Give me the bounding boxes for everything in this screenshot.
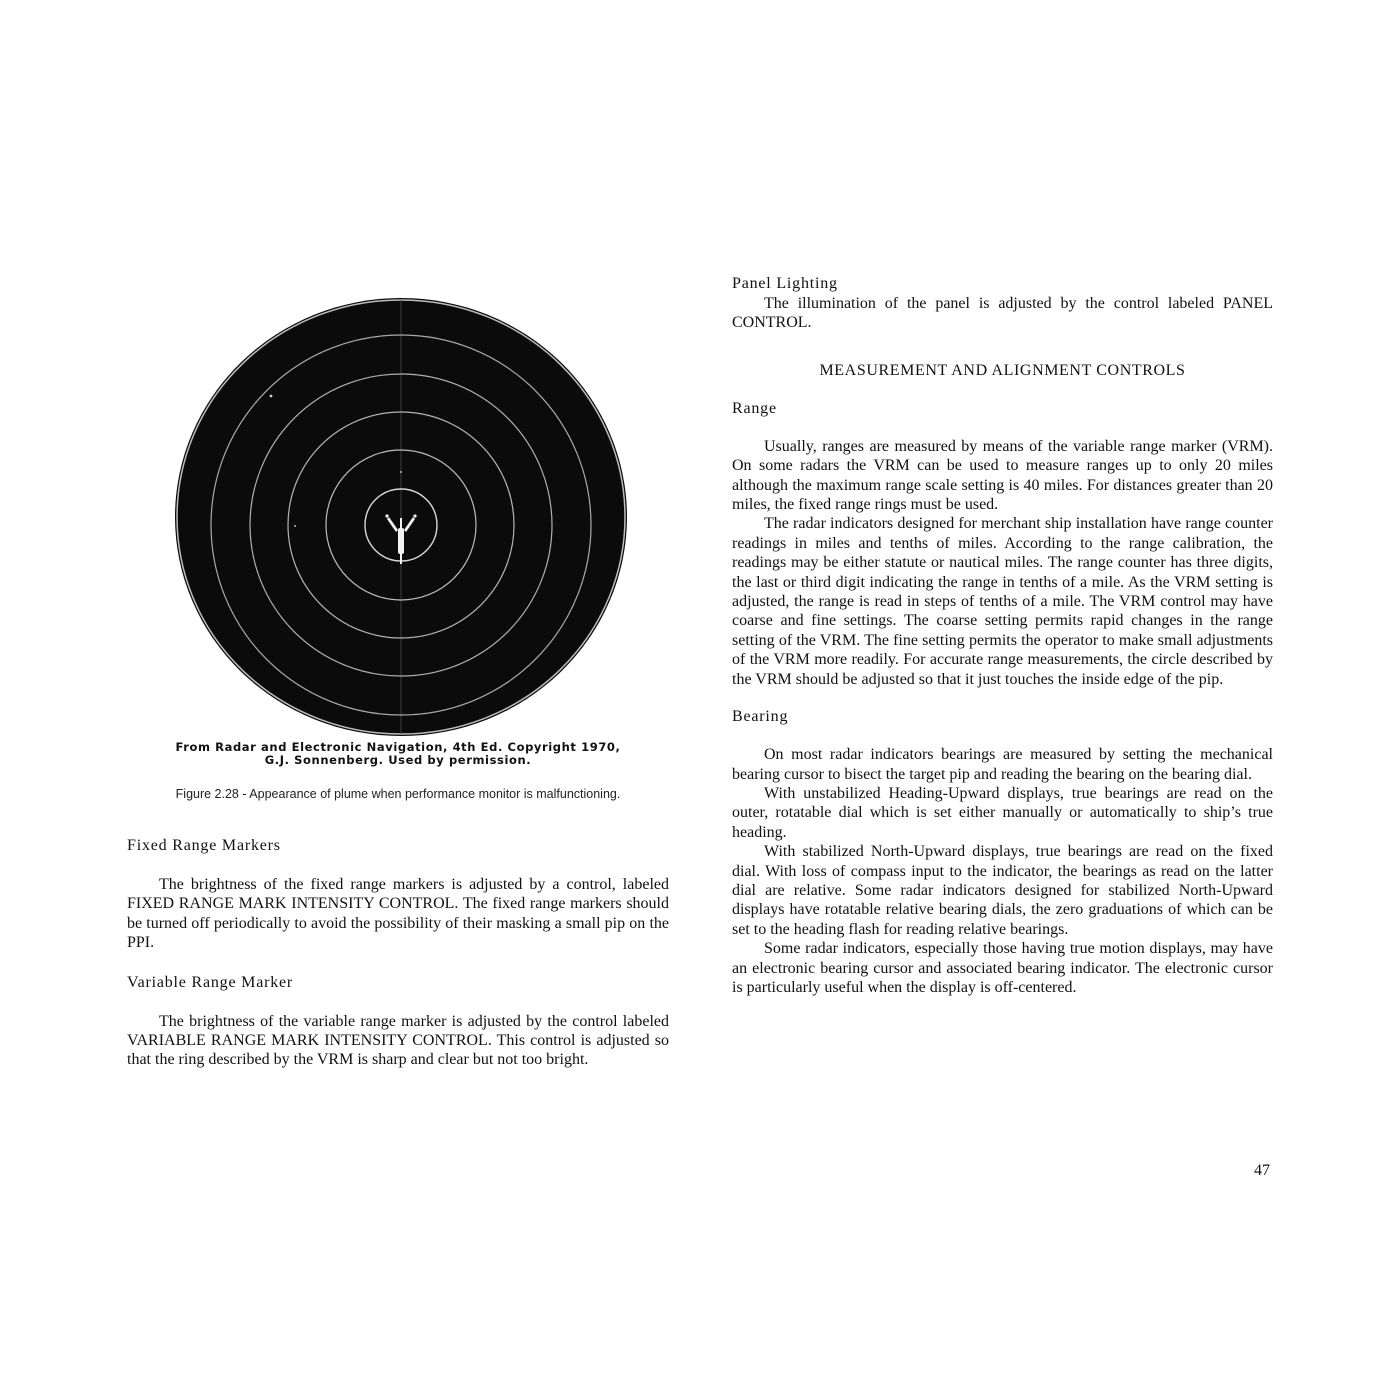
figure-credit <box>127 741 669 767</box>
paragraph-range-1: Usually, ranges are measured by means of the variable range marker (VRM). On some radars the VRM can be used to measure ranges up to only 20 miles although the maximum range scale setting is 40 miles. For distances greater than 20 miles, the fixed range rings must be used. <box>732 437 1273 514</box>
heading-panel-lighting: Panel Lighting <box>732 275 838 292</box>
radar-ppi-image <box>175 296 627 736</box>
heading-variable-range-marker: Variable Range Marker <box>127 973 294 991</box>
paragraph-bearing-2: With unstabilized Heading-Upward displays, true bearings are read on the outer, rotatable dial which is set either manually or automatically to ship’s true heading. <box>732 784 1273 841</box>
paragraph-bearing-1: On most radar indicators bearings are measured by setting the mechanical bearing cursor to bisect the target pip and reading the bearing on the bearing dial. <box>732 746 1273 783</box>
credit-line-1: From Radar and Electronic Navigation, 4th Ed. Copyright 1970, <box>175 740 621 754</box>
page-number: 47 <box>1254 1162 1270 1179</box>
paragraph-range-2: The radar indicators designed for merchant ship installation have range counter readings in miles and tenths of miles. According to the range calibration, the readings may be either statute or nautical miles. The range counter has three digits, the last or third digit indicating the range in tenths of a mile. As the VRM setting is adjusted, the range is read in steps of tenths of a mile. The VRM control may have coarse and fine settings. The coarse setting permits rapid changes in the range setting of the VRM. The fine setting permits the operator to make small adjustments of the VRM more readily. For accurate range measurements, the circle described by the VRM should be adjusted so that it just touches the inside edge of the pip. <box>732 515 1273 688</box>
left-column <box>127 296 669 1070</box>
credit-line-2: G.J. Sonnenberg. Used by permission. <box>264 753 532 767</box>
right-column <box>732 274 1273 997</box>
figure-2-28 <box>127 296 669 816</box>
paragraph-variable-range-marker: The brightness of the variable range marker is adjusted by the control labeled VARIABLE RANGE MARK INTENSITY CONTROL. This control is adjusted so that the ring described by the VRM is sharp and clear but not too bright. <box>127 1012 669 1069</box>
paragraph-panel-lighting: The illumination of the panel is adjusted by the control labeled PANEL CONTROL. <box>732 295 1273 332</box>
heading-fixed-range-markers: Fixed Range Markers <box>127 837 281 854</box>
section-title: MEASUREMENT AND ALIGNMENT CONTROLS <box>819 361 1186 379</box>
figure-caption: Figure 2.28 - Appearance of plume when performance monitor is malfunctioning. <box>175 787 621 801</box>
paragraph-bearing-4: Some radar indicators, especially those having true motion displays, may have an electronic bearing cursor and associated bearing indicator. The electronic cursor is particularly useful when the display is off-centered. <box>732 940 1273 996</box>
paragraph-bearing-3: With stabilized North-Upward displays, true bearings are read on the fixed dial. With loss of compass input to the indicator, the bearings as read on the latter dial are relative. Some radar indicators designed for stabilized North-Upward displays have rotatable relative bearing dials, the zero graduations of which can be set to the heading flash for reading relative bearings. <box>732 843 1273 938</box>
heading-range: Range <box>732 399 777 417</box>
heading-bearing: Bearing <box>732 708 789 726</box>
paragraph-fixed-range-markers: The brightness of the fixed range markers is adjusted by a control, labeled FIXED RANGE MARK INTENSITY CONTROL. The fixed range markers should be turned off periodically to avoid the possibility of their masking a small pip on the PPI. <box>127 876 669 952</box>
